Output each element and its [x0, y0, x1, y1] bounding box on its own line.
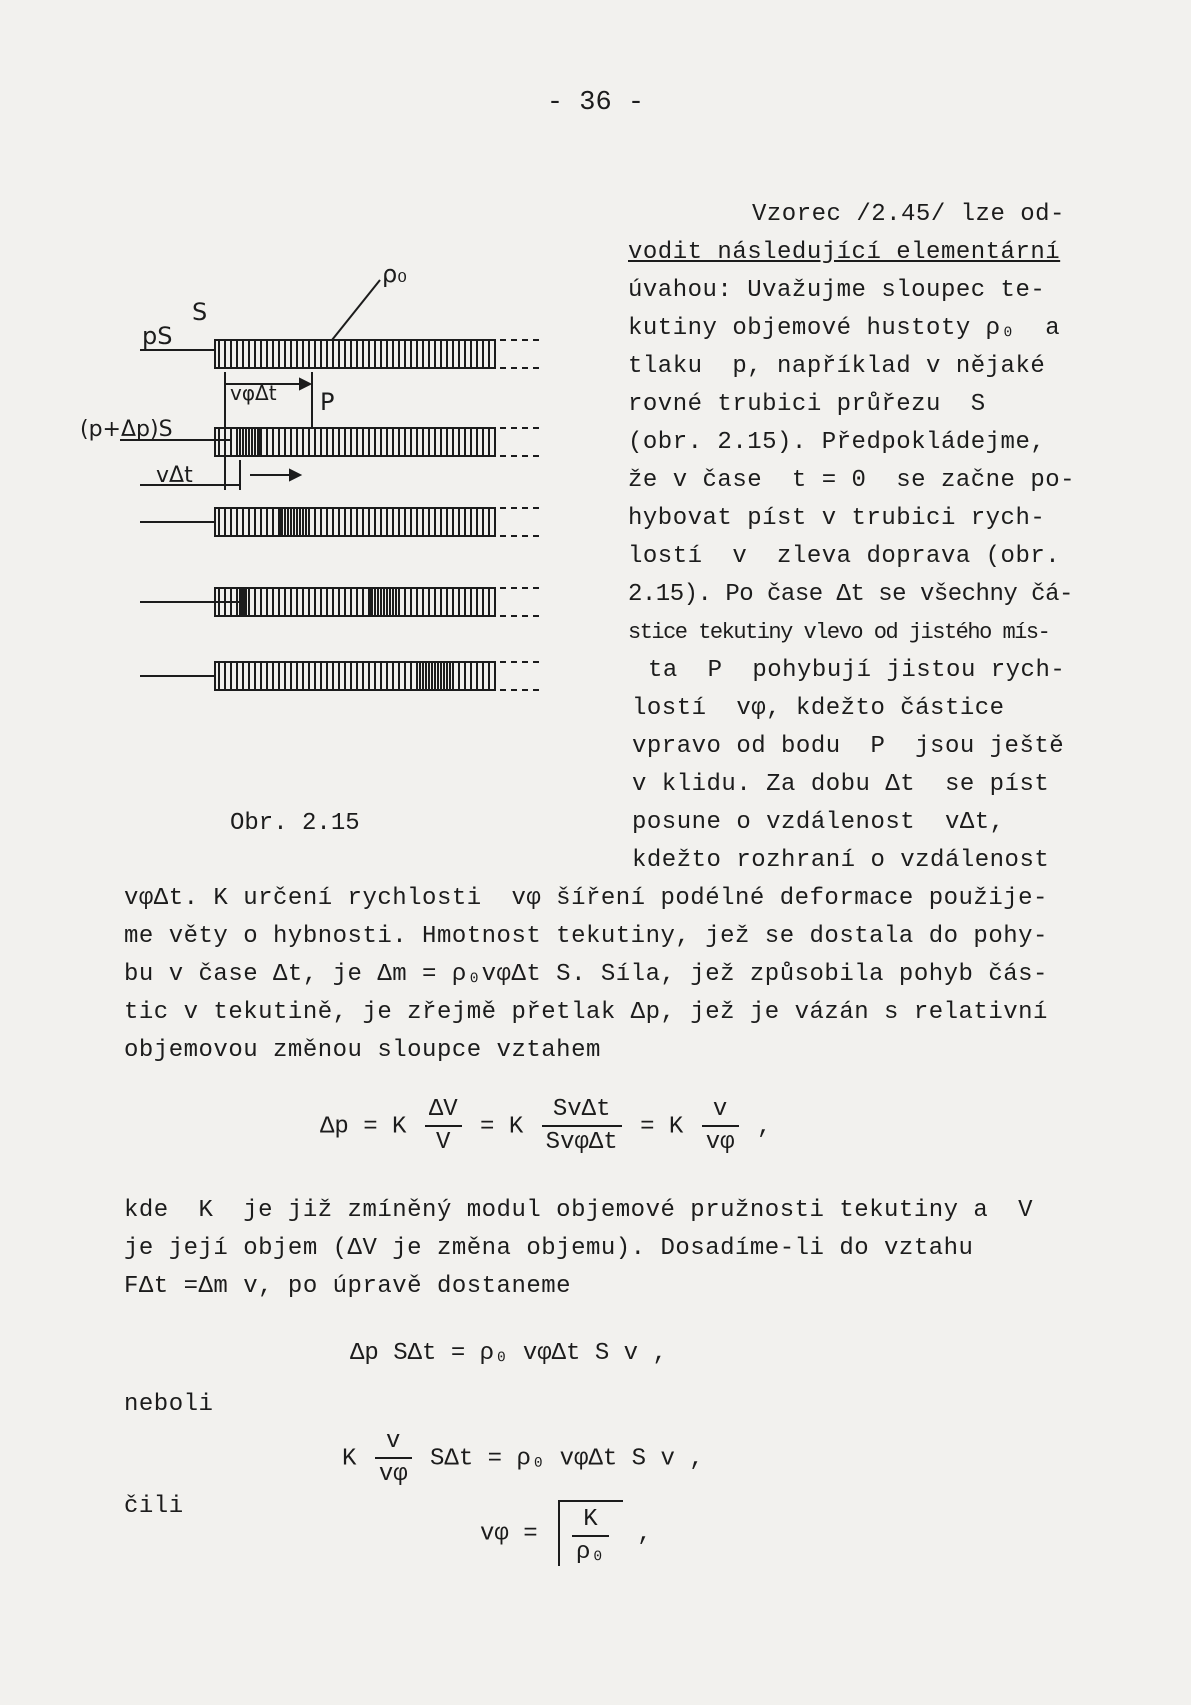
- equation-3: [342, 1428, 704, 1488]
- text-line: posune o vzdálenost vΔt,: [632, 809, 1005, 836]
- text-line: 2.15). Po čase Δt se všechny čá-: [628, 581, 1073, 608]
- label-pdpS: (p+Δp)S: [80, 417, 173, 442]
- equation-1: [320, 1096, 771, 1156]
- text-line: že v čase t = 0 se začne po-: [628, 467, 1076, 494]
- eq1-mid2: = K: [640, 1113, 684, 1141]
- equation-2: Δp SΔt = ρ₀ vφΔt S v ,: [350, 1340, 667, 1367]
- text-line: bu v čase Δt, je Δm = ρ₀vφΔt S. Síla, jež způsobila pohyb čás-: [124, 961, 1048, 988]
- word-neboli: neboli: [124, 1391, 214, 1418]
- text-line: je její objem (ΔV je změna objemu). Dosadíme-li do vztahu: [124, 1235, 974, 1262]
- eq1-tail: ,: [756, 1113, 772, 1141]
- eq1-fraction-3: $\frac{v}{v\varphi}$: [702, 1096, 739, 1156]
- eq4-fraction: $\frac{K}{\text{ρ₀}}$: [572, 1506, 609, 1566]
- text-line: kde K je již zmíněný modul objemové pružnosti tekutiny a V: [124, 1197, 1034, 1224]
- text-line: vodit následující elementární: [628, 239, 1061, 266]
- eq1-lhs: Δp = K: [320, 1113, 407, 1141]
- label-vdt: vΔt: [156, 463, 193, 488]
- text-line: tic v tekutině, je zřejmě přetlak Δp, jež je vázán s relativní: [124, 999, 1048, 1026]
- label-vphi-dt: vφΔt: [230, 381, 277, 405]
- label-P: P: [320, 388, 335, 416]
- eq3-rhs: SΔt = ρ₀ vφΔt S v ,: [430, 1445, 704, 1473]
- text-line: v klidu. Za dobu Δt se píst: [632, 771, 1050, 798]
- text-line: vφΔt. K určení rychlosti vφ šíření podélné deformace použije-: [124, 885, 1048, 912]
- eq4-sqrt: [558, 1500, 623, 1566]
- text-line: kutiny objemové hustoty ρ₀ a: [628, 315, 1061, 342]
- label-pS: pS: [142, 322, 173, 350]
- piston-tube-figure: [80, 260, 600, 720]
- text-line: ta P pohybují jistou rych-: [648, 657, 1066, 684]
- text-line: Vzorec /2.45/ lze od-: [752, 201, 1065, 228]
- word-cili: čili: [124, 1493, 184, 1520]
- text-line: úvahou: Uvažujme sloupec te-: [628, 277, 1046, 304]
- text-line: FΔt =Δm v, po úpravě dostaneme: [124, 1273, 572, 1300]
- text-line: objemovou změnou sloupce vztahem: [124, 1037, 601, 1064]
- text-line: rovné trubici průřezu S: [628, 391, 986, 418]
- figure-caption: Obr. 2.15: [230, 810, 360, 837]
- text-line: lostí vφ, kdežto částice: [632, 695, 1005, 722]
- eq1-fraction-1: $\frac{\Delta V}{V}$: [425, 1096, 462, 1156]
- eq1-fraction-2: $\frac{\text{SvΔt}}{\text{SvφΔt}}$: [542, 1096, 622, 1156]
- text-line: stice tekutiny vlevo od jistého mís-: [628, 620, 1050, 645]
- eq4-tail: ,: [637, 1520, 652, 1548]
- text-line: (obr. 2.15). Předpokládejme,: [628, 429, 1046, 456]
- text-line: lostí v zleva doprava (obr.: [628, 543, 1061, 570]
- text-line: hybovat píst v trubici rych-: [628, 505, 1046, 532]
- label-S: S: [192, 298, 208, 326]
- eq3-lhs: K: [342, 1445, 357, 1473]
- page-number: - 36 -: [546, 88, 645, 118]
- text-line: tlaku p, například v nějaké: [628, 353, 1046, 380]
- eq1-mid: = K: [480, 1113, 524, 1141]
- text-line: kdežto rozhraní o vzdálenost: [632, 847, 1050, 874]
- text-line: vpravo od bodu P jsou ještě: [632, 733, 1065, 760]
- equation-4: [480, 1500, 652, 1566]
- eq4-lhs: vφ =: [480, 1520, 538, 1548]
- text-line: me věty o hybnosti. Hmotnost tekutiny, jež se dostala do pohy-: [124, 923, 1048, 950]
- label-rho: ρ₀: [382, 260, 407, 288]
- eq3-fraction: $\frac{v}{v\varphi}$: [375, 1428, 412, 1488]
